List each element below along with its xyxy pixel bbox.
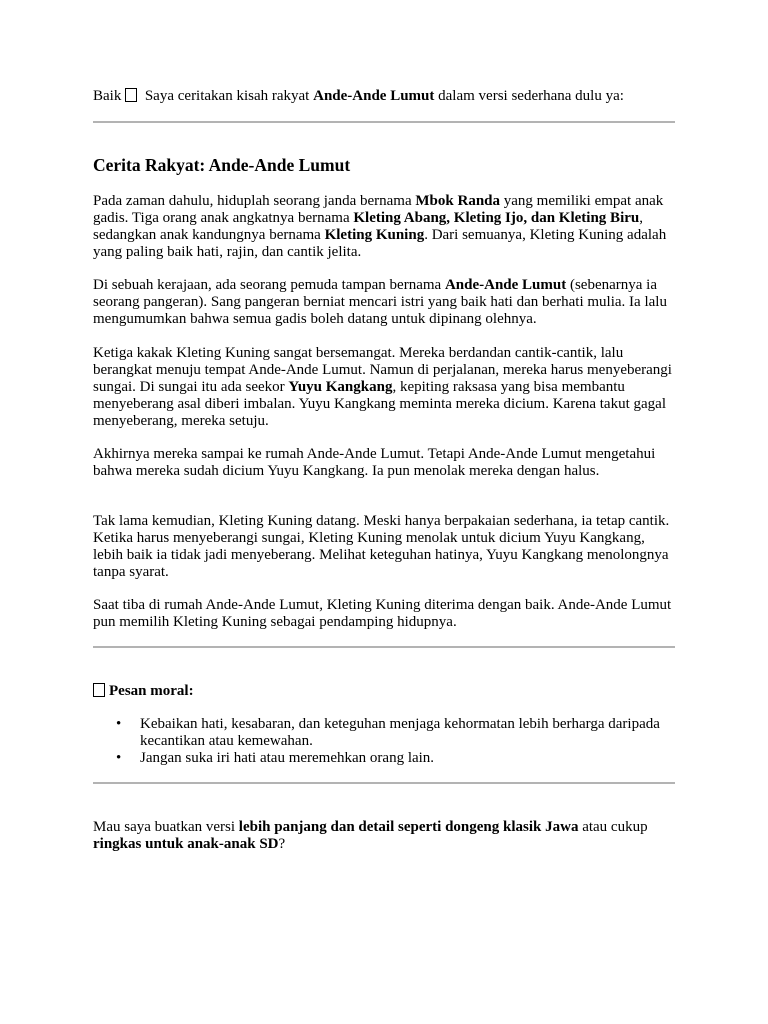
intro-story-title: Ande-Ande Lumut <box>313 88 435 104</box>
p1-bold-kleting-sisters: Kleting Abang, Kleting Ijo, dan Kleting Biru <box>353 210 640 226</box>
closing-text-d: ? <box>278 836 286 852</box>
moral-list <box>116 716 675 767</box>
story-paragraph-5: Tak lama kemudian, Kleting Kuning datang. Meski hanya berpakaian sederhana, ia tetap cantik. Ketika harus menyeberangi sungai, Kleting Kuning menolak untuk dicium Yuyu Kangkang, lebih baik ia tidak jadi menyeberang. Melihat keteguhan hatinya, Yuyu Kangkang menolongnya tanpa syarat. <box>93 513 670 580</box>
divider-1 <box>93 121 675 123</box>
story-heading: Cerita Rakyat: Ande-Ande Lumut <box>93 155 351 175</box>
missing-emoji-glyph-icon <box>93 683 105 697</box>
story-paragraph-6: Saat tiba di rumah Ande-Ande Lumut, Kleting Kuning diterima dengan baik. Ande-Ande Lumut pun memilih Kleting Kuning sebagai pendamping hidupnya. <box>93 597 672 630</box>
moral-item-text: Kebaikan hati, kesabaran, dan keteguhan menjaga kehormatan lebih berharga daripada kecantikan atau kemewahan. <box>140 716 660 749</box>
closing-question <box>93 819 675 853</box>
divider-2 <box>93 646 675 648</box>
closing-bold-long-version: lebih panjang dan detail seperti dongeng klasik Jawa <box>238 819 579 835</box>
intro-tail: dalam versi sederhana dulu ya: <box>434 88 624 104</box>
p2-text-c: (sebenarnya ia seorang pangeran). Sang pangeran berniat mencari istri yang baik hati dan berhati mulia. Ia lalu mengumumkan bahwa semua gadis boleh datang untuk dipinang olehnya. <box>93 277 667 327</box>
closing-text-a: Mau saya buatkan versi <box>93 819 239 835</box>
story-paragraph-2 <box>93 277 675 328</box>
closing-text-c: atau cukup <box>578 819 648 835</box>
moral-list-item <box>116 716 675 750</box>
bullet-icon: • <box>116 750 122 766</box>
p3-text-a: Ketiga kakak Kleting Kuning sangat bersemangat. Mereka berdandan cantik-cantik, lalu berangkat menuju tempat Ande-Ande Lumut. Namun di perjalanan, mereka harus menyeberangi sungai. Di sungai itu ada seekor <box>93 345 672 395</box>
moral-item-text: Jangan suka iri hati atau meremehkan orang lain. <box>140 750 435 766</box>
p1-bold-mbok-randa: Mbok Randa <box>415 193 500 209</box>
intro-mid: Saya ceritakan kisah rakyat <box>141 88 314 104</box>
closing-bold-short-version: ringkas untuk anak-anak SD <box>93 836 279 852</box>
bullet-icon: • <box>116 716 122 732</box>
moral-list-item <box>116 750 675 767</box>
missing-emoji-glyph-icon <box>125 88 137 102</box>
moral-heading-line <box>93 683 675 700</box>
story-paragraph-4: Akhirnya mereka sampai ke rumah Ande-Ande Lumut. Tetapi Ande-Ande Lumut mengetahui bahwa mereka sudah dicium Yuyu Kangkang. Ia pun menolak mereka dengan halus. <box>93 446 656 479</box>
intro-lead: Baik <box>93 88 126 104</box>
story-paragraph-3 <box>93 345 675 430</box>
moral-heading: Pesan moral: <box>109 683 194 699</box>
p2-bold-ande-ande-lumut: Ande-Ande Lumut <box>444 277 567 293</box>
p1-text-a: Pada zaman dahulu, hiduplah seorang janda bernama <box>93 193 416 209</box>
p3-bold-yuyu-kangkang: Yuyu Kangkang <box>288 379 393 395</box>
p1-text-d: , sedangkan anak kandungnya bernama <box>93 210 643 243</box>
p3-text-c: , kepiting raksasa yang bisa membantu menyeberang asal diberi imbalan. Yuyu Kangkang meminta mereka dicium. Karena takut gagal menyeberang, mereka setuju. <box>93 379 666 429</box>
p1-bold-kleting-kuning: Kleting Kuning <box>324 227 425 243</box>
p1-text-e: . Dari semuanya, Kleting Kuning adalah yang paling baik hati, rajin, dan cantik jelita. <box>93 227 667 260</box>
divider-3 <box>93 782 675 784</box>
intro-line <box>93 88 675 105</box>
story-paragraph-1 <box>93 193 675 261</box>
p2-text-a: Di sebuah kerajaan, ada seorang pemuda tampan bernama <box>93 277 445 293</box>
p1-text-c: yang memiliki empat anak gadis. Tiga orang anak angkatnya bernama <box>93 193 664 226</box>
